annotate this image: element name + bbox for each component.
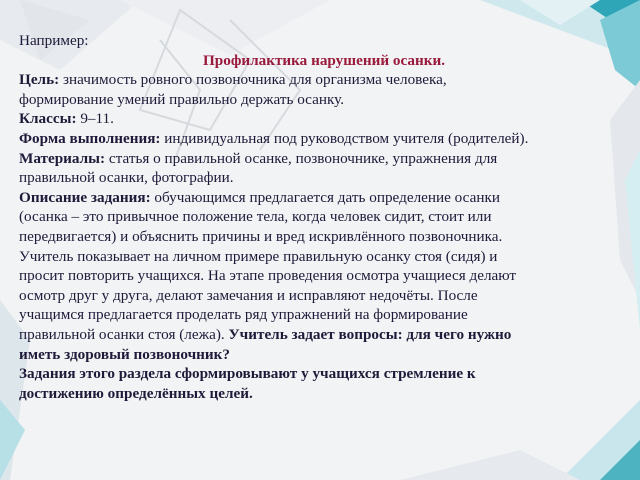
desc-line-2: передвигается) и объяснить причины и вред искривлённого позвоночника. — [19, 227, 503, 245]
materials-label: Материалы: — [19, 149, 106, 167]
desc-line-3: Учитель показывает на личном примере правильную осанку стоя (сидя) и — [19, 247, 498, 265]
form-line — [19, 129, 629, 149]
desc-last-plain: правильной осанки стоя (лежа). — [19, 325, 229, 343]
materials-text-1: статья о правильной осанке, позвоночнике, упражнения для — [105, 149, 498, 167]
question-text: Учитель задает вопросы: для чего нужно — [228, 325, 512, 343]
conclusion-line-2: достижению определённых целей. — [19, 384, 253, 402]
goal-line-1 — [19, 70, 629, 90]
desc-line-4: просит повторить учащихся. На этапе проведения осмотра учащиеся делают — [19, 267, 517, 285]
intro-text: Например: — [19, 32, 89, 49]
conclusion-line-1: Задания этого раздела сформировывают у учащихся стремление к — [19, 365, 476, 383]
classes-text: 9–11. — [76, 110, 114, 128]
desc-line-1: (осанка – это привычное положение тела, когда человек сидит, стоит или — [19, 208, 492, 226]
goal-label: Цель: — [19, 71, 60, 89]
slide-title: Профилактика нарушений осанки. — [202, 51, 446, 69]
desc-line-0 — [19, 188, 629, 208]
desc-text-0: обучающимся предлагается дать определение осанки — [150, 188, 500, 206]
goal-text-1: значимость ровного позвоночника для организма человека, — [59, 71, 447, 89]
slide-text — [19, 31, 629, 403]
desc-line-7 — [19, 325, 629, 345]
form-text: индивидуальная под руководством учителя (родителей). — [160, 129, 529, 147]
materials-line-1 — [19, 149, 629, 169]
materials-line-2: правильной осанки, фотографии. — [19, 169, 234, 187]
bg-shape — [400, 450, 580, 480]
desc-label: Описание задания: — [19, 188, 151, 206]
classes-label: Классы: — [19, 110, 77, 128]
question-cont: иметь здоровый позвоночник? — [19, 345, 230, 363]
classes-line — [19, 109, 629, 129]
form-label: Форма выполнения: — [19, 129, 161, 147]
desc-line-5: осмотр друг у друга, делают замечания и исправляют недочёты. После — [19, 286, 478, 304]
goal-line-2: формирование умений правильно держать осанку. — [19, 90, 345, 108]
desc-line-6: учащимся предлагается проделать ряд упражнений на формирование — [19, 306, 468, 324]
